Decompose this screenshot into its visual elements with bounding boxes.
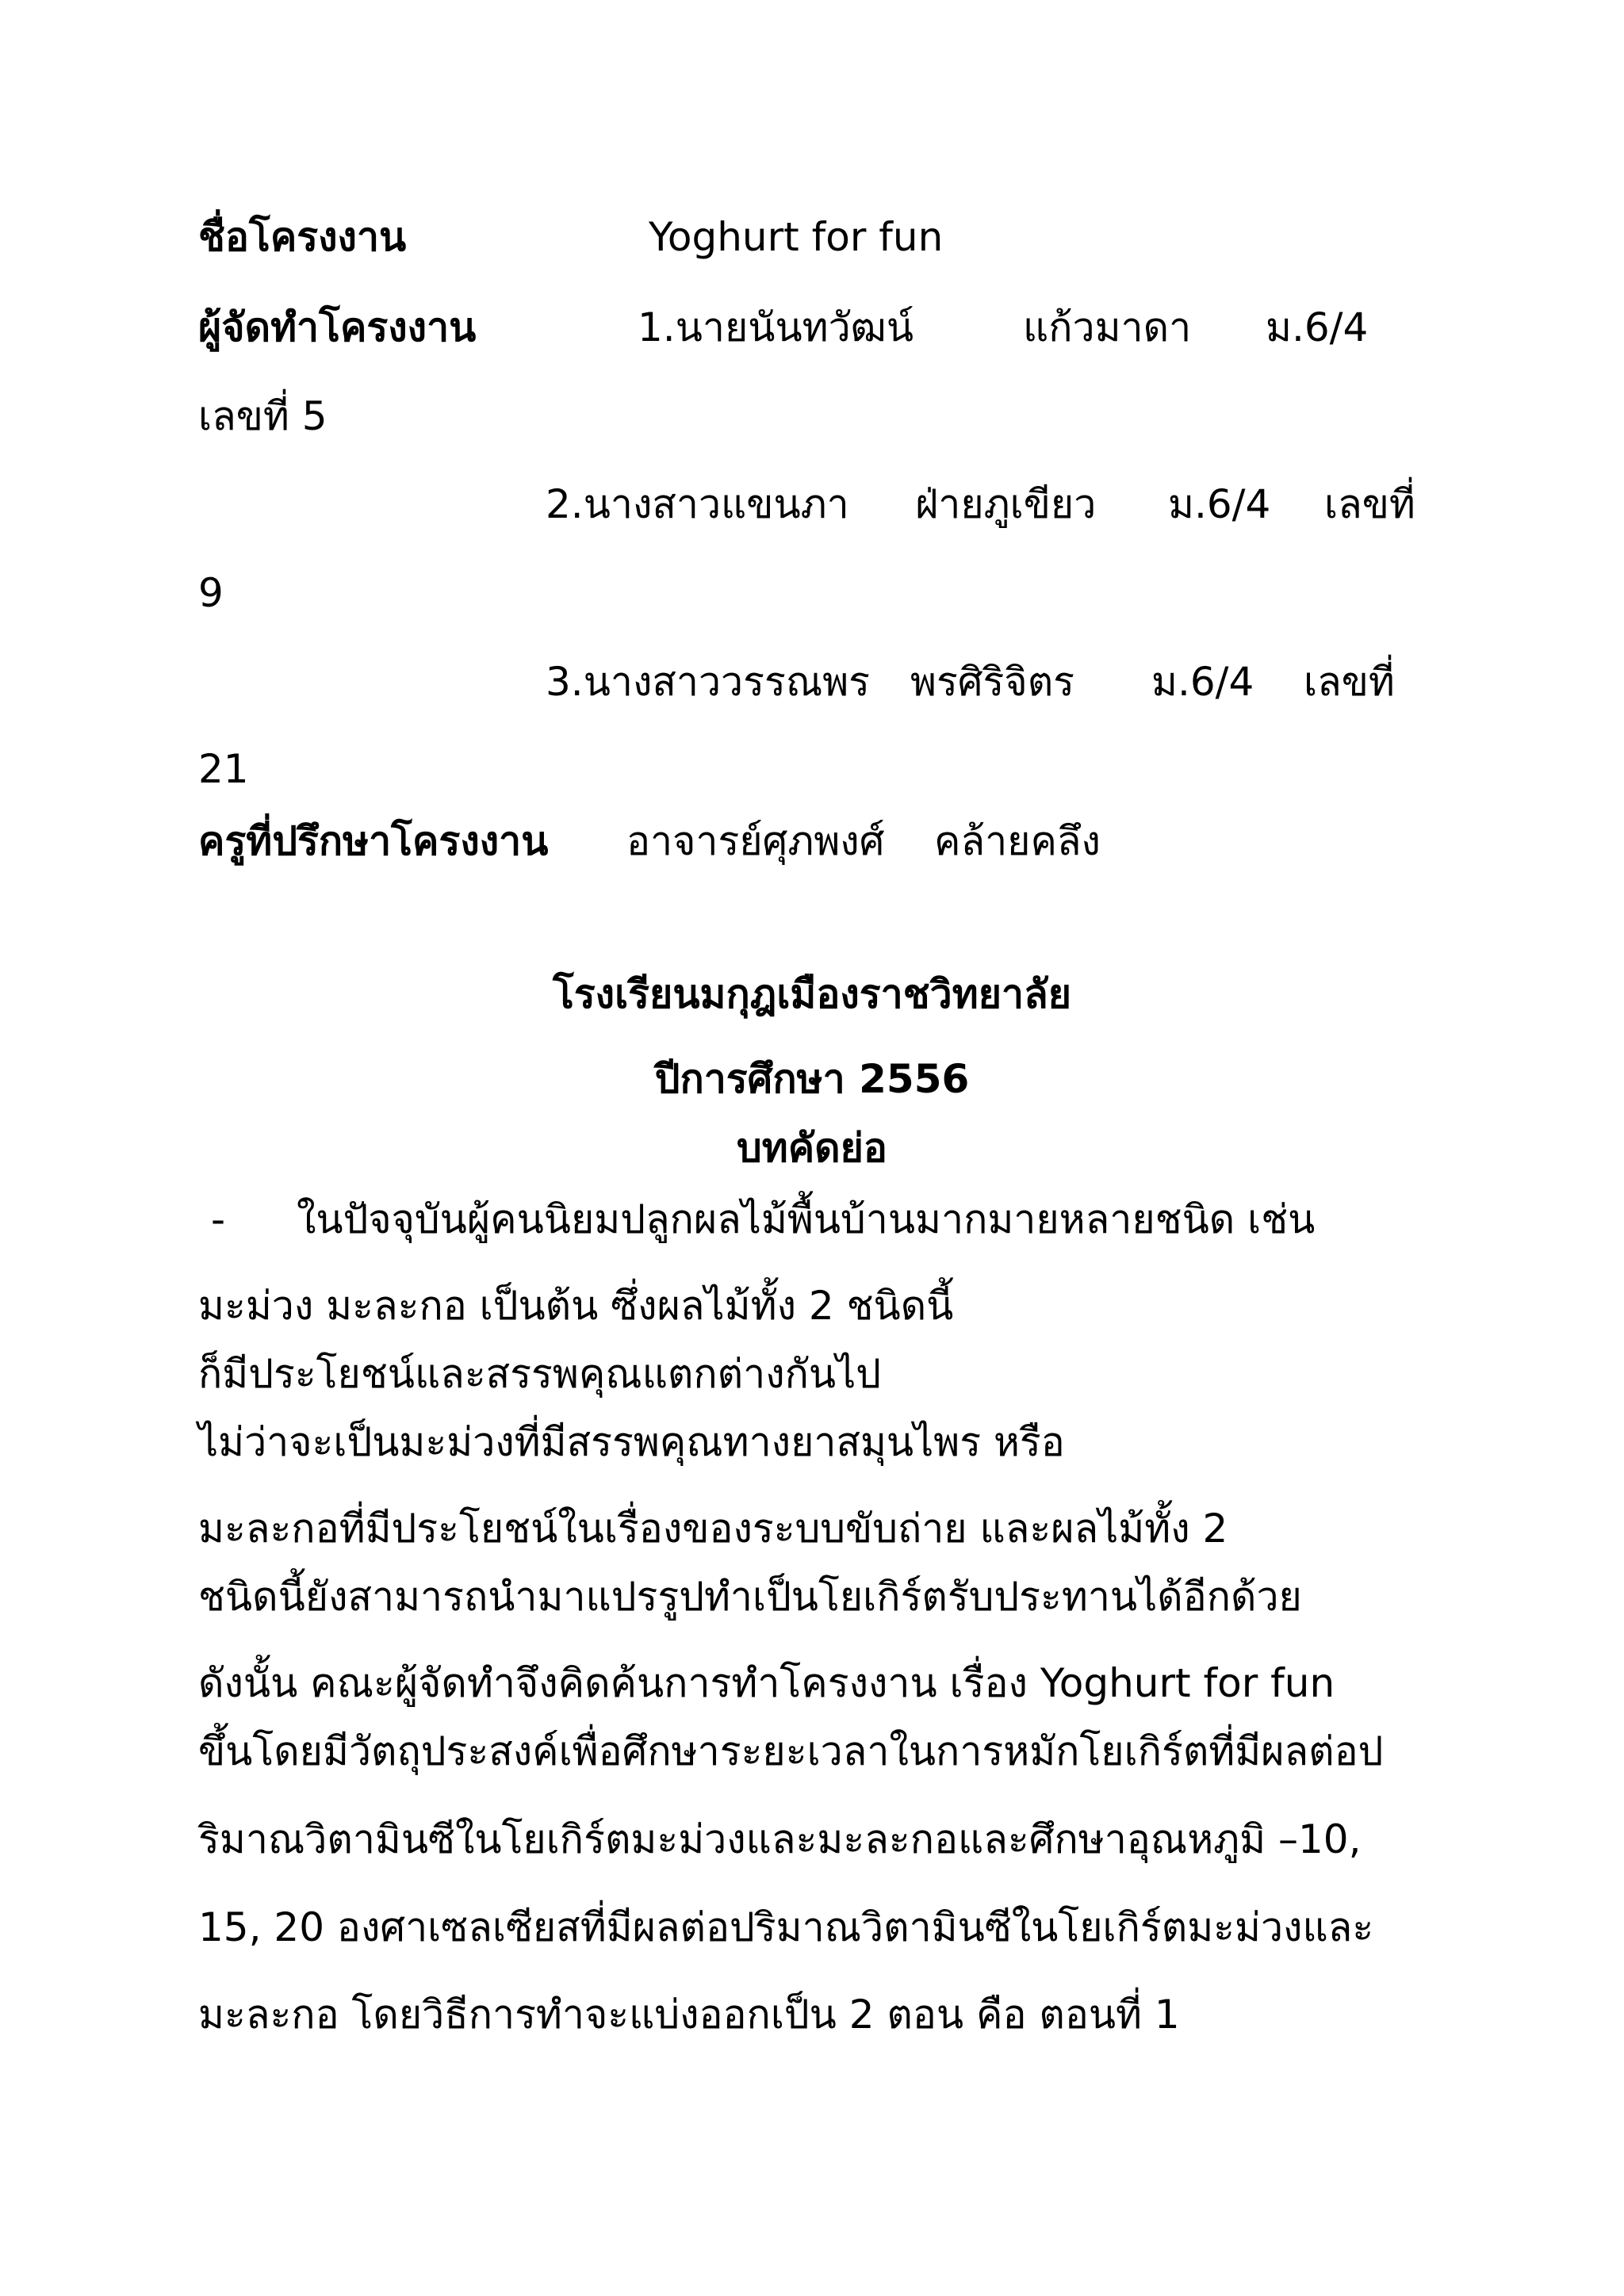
abstract-line-6: ชนิดนี้ยังสามารถนำมาแปรรูปทำเป็นโยเกิร์ตรับประทานได้อีกด้วย [198, 1574, 1302, 1620]
author-1-class: ม.6/4 [1266, 304, 1369, 350]
author-3-surname: พรศิริจิตร [910, 659, 1075, 705]
abstract-line-3: ก็มีประโยชน์และสรรพคุณแตกต่างกันไป [198, 1351, 881, 1397]
abstract-line-2: มะม่วง มะละกอ เป็นต้น ซึ่งผลไม้ทั้ง 2 ชนิดนี้ [198, 1283, 954, 1329]
author-1-number: เลขที่ 5 [198, 393, 327, 439]
abstract-line-11: มะละกอ โดยวิธีการทำจะแบ่งออกเป็น 2 ตอน คือ ตอนที่ 1 [198, 1992, 1180, 2038]
advisor-label: ครูที่ปรึกษาโครงงาน [198, 818, 549, 864]
project-name: Yoghurt for fun [649, 214, 944, 260]
author-2-number-label: เลขที่ [1324, 481, 1415, 527]
abstract-title: บทคัดย่อ [737, 1125, 887, 1171]
abstract-line-1: ในปัจจุบันผู้คนนิยมปลูกผลไม้พื้นบ้านมากมายหลายชนิด เช่น [297, 1196, 1316, 1242]
author-2-surname: ฝ่ายภูเขียว [915, 481, 1097, 527]
author-1-surname: แก้วมาดา [1023, 304, 1192, 350]
advisor-surname: คล้ายคลึง [934, 818, 1101, 864]
abstract-line-5: มะละกอที่มีประโยชน์ในเรื่องของระบบขับถ่าย และผลไม้ทั้ง 2 [198, 1506, 1228, 1552]
advisor-name: อาจารย์ศุภพงศ์ [626, 818, 885, 864]
academic-year: ปีการศึกษา 2556 [654, 1056, 970, 1102]
abstract-line-7: ดังนั้น คณะผู้จัดทำจึงคิดค้นการทำโครงงาน เรื่อง Yoghurt for fun [198, 1660, 1335, 1706]
author-3-number: 21 [198, 746, 249, 792]
abstract-line-9: ริมาณวิตามินซีในโยเกิร์ตมะม่วงและมะละกอและศึกษาอุณหภูมิ –10, [198, 1816, 1362, 1862]
school-name: โรงเรียนมกุฎเมืองราชวิทยาลัย [552, 971, 1072, 1017]
abstract-line-4: ไม่ว่าจะเป็นมะม่วงที่มีสรรพคุณทางยาสมุนไพร หรือ [198, 1419, 1065, 1465]
author-2-number: 9 [198, 570, 224, 616]
abstract-line-8: ขึ้นโดยมีวัตถุประสงค์เพื่อศึกษาระยะเวลาในการหมักโยเกิร์ตที่มีผลต่อป [198, 1728, 1384, 1774]
author-2-class: ม.6/4 [1168, 481, 1271, 527]
abstract-bullet: - [211, 1196, 226, 1242]
authors-label: ผู้จัดทำโครงงาน [198, 304, 477, 350]
project-label: ชื่อโครงงาน [198, 214, 407, 260]
author-1-name: 1.นายนันทวัฒน์ [638, 304, 914, 350]
author-3-class: ม.6/4 [1151, 659, 1254, 705]
abstract-line-10: 15, 20 องศาเซลเซียสที่มีผลต่อปริมาณวิตามินซีในโยเกิร์ตมะม่วงและ [198, 1904, 1374, 1950]
author-3-number-label: เลขที่ [1304, 659, 1395, 705]
author-2-name: 2.นางสาวแขนภา [546, 481, 849, 527]
author-3-name: 3.นางสาววรรณพร [546, 659, 871, 705]
